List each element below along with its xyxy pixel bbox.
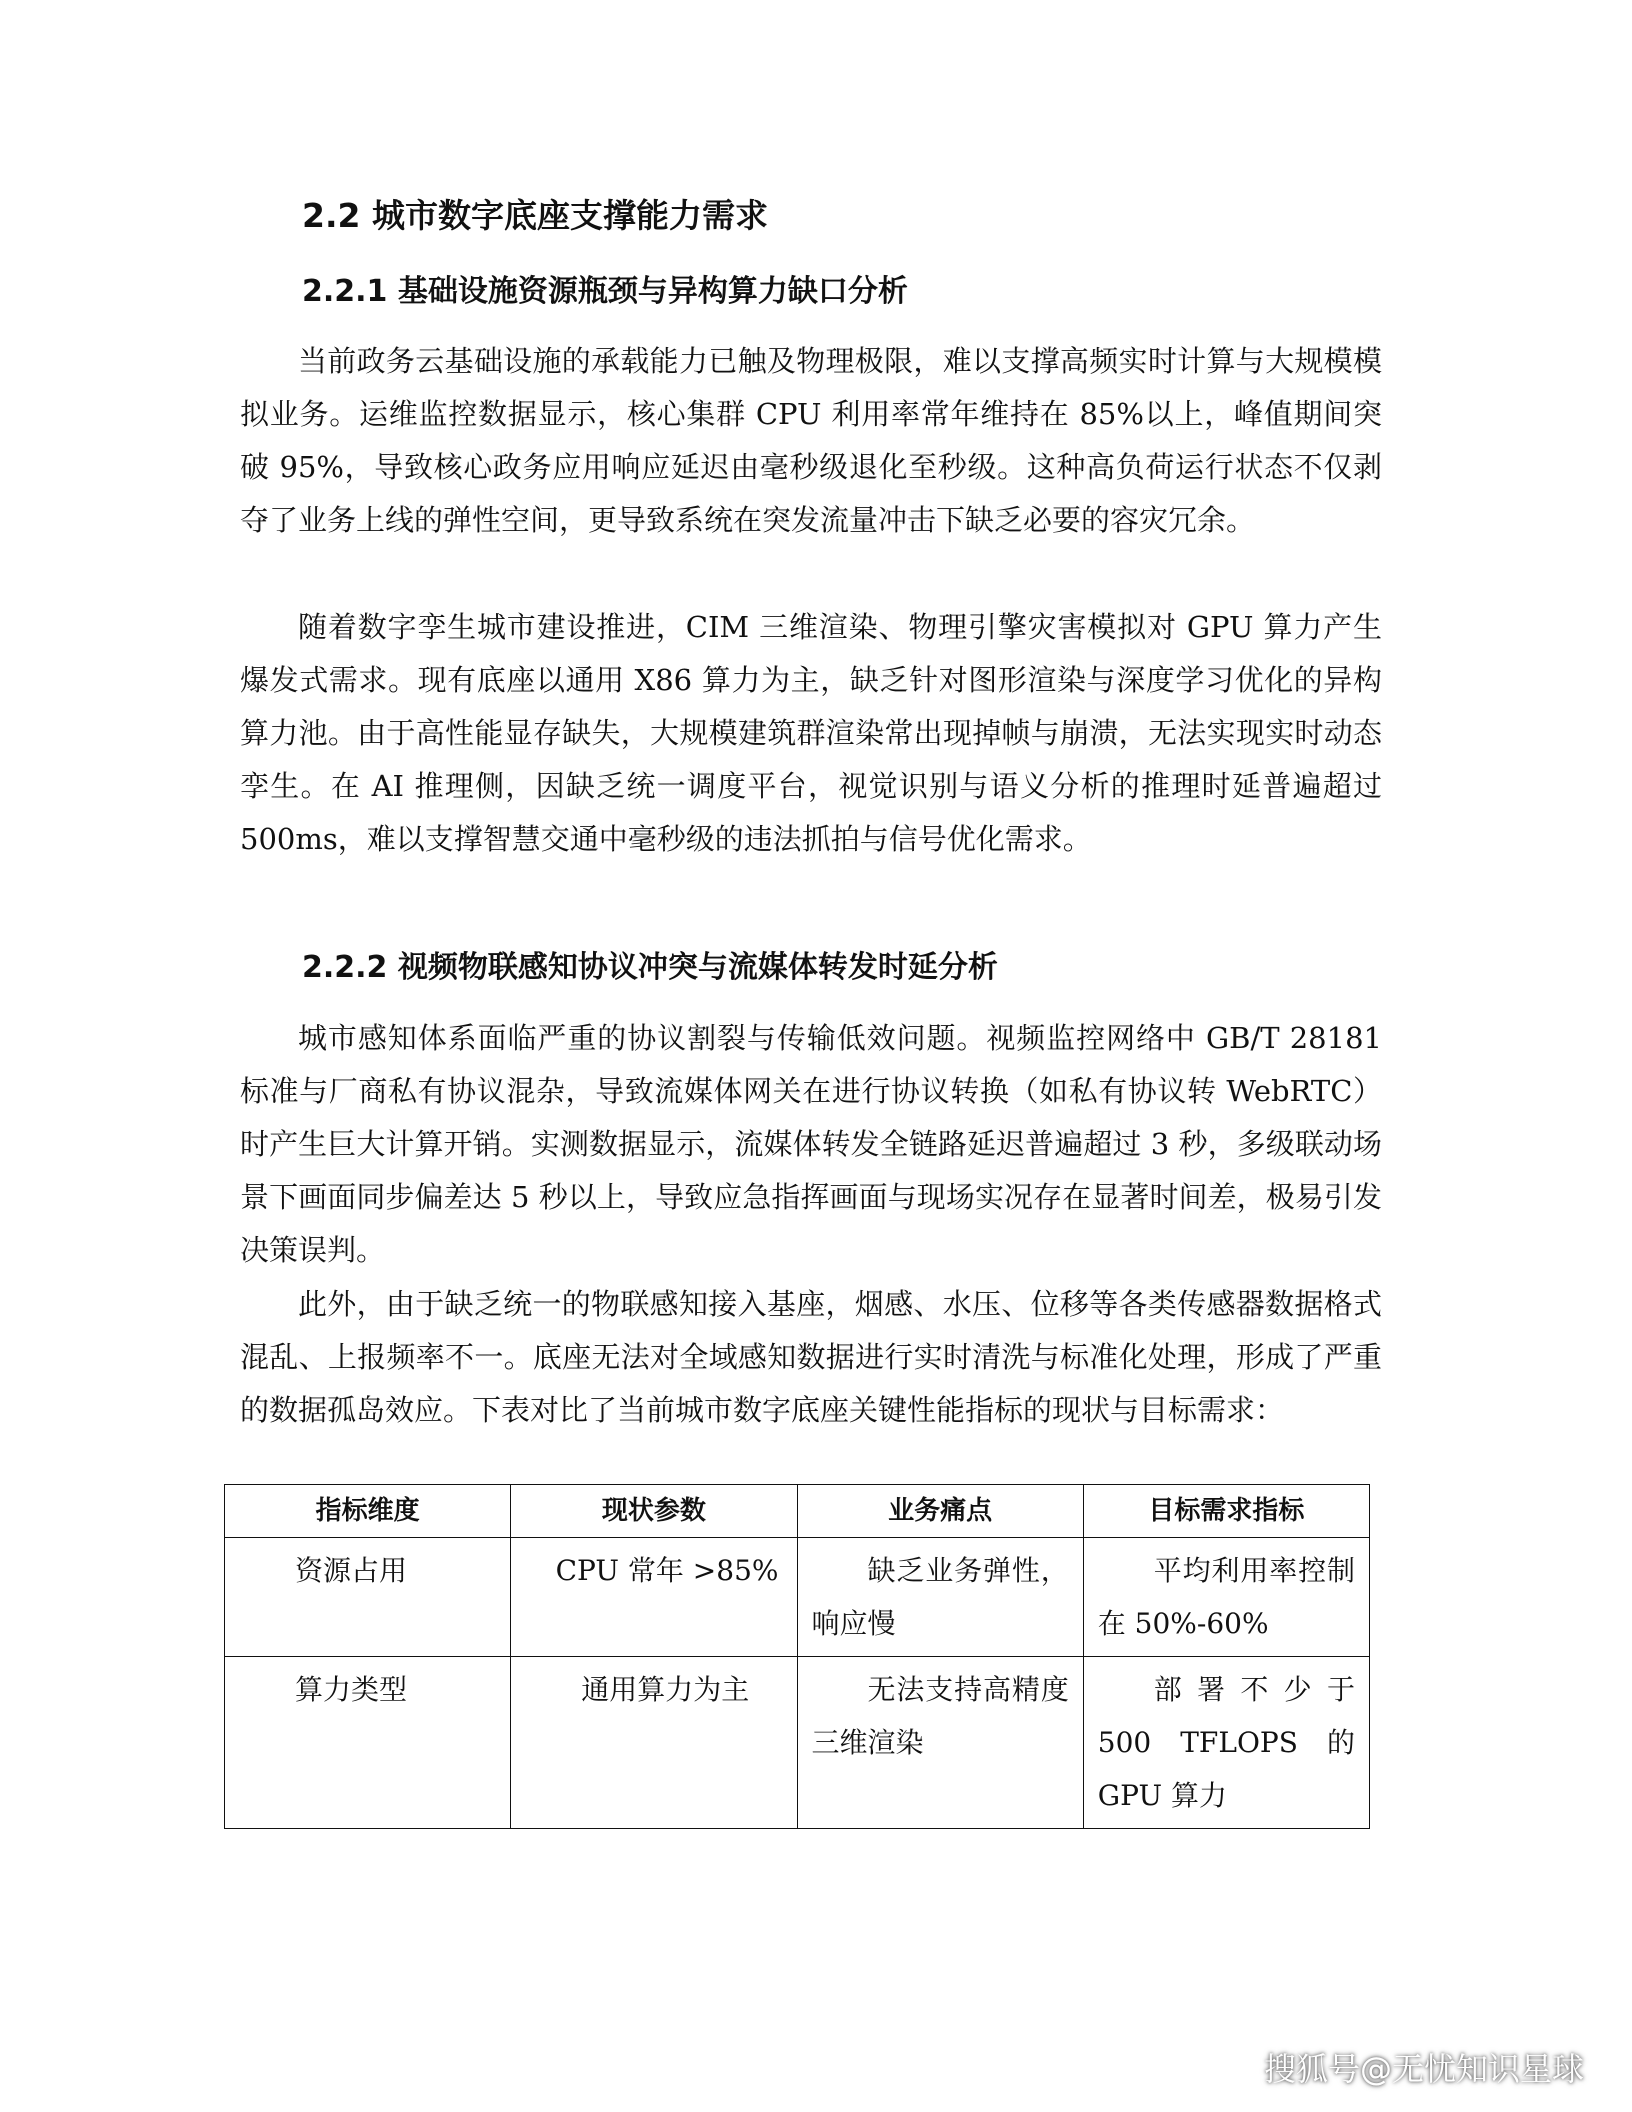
table-cell: CPU 常年 >85% bbox=[511, 1538, 797, 1657]
paragraph-cloud-capacity: 当前政务云基础设施的承载能力已触及物理极限，难以支撑高频实时计算与大规模模拟业务。运维监控数据显示，核心集群 CPU 利用率常年维持在 85%以上，峰值期间突破 95%，导致核心政务应用响应延迟由毫秒级退化至秒级。这种高负荷运行状态不仅剥夺了业务上线的弹性空间，更导致系统在突发流量冲击下缺乏必要的容灾冗余。 bbox=[240, 344, 1382, 537]
table-cell: 算力类型 bbox=[225, 1657, 511, 1829]
table-cell: 缺乏业务弹性，响应慢 bbox=[797, 1538, 1083, 1657]
subsection-heading-video-iot: 2.2.2 视频物联感知协议冲突与流媒体转发时延分析 bbox=[302, 950, 998, 985]
table-row bbox=[225, 1538, 1370, 1657]
subsection-heading-infrastructure: 2.2.1 基础设施资源瓶颈与异构算力缺口分析 bbox=[302, 274, 908, 309]
table-cell: 资源占用 bbox=[225, 1538, 511, 1657]
table-header-target: 目标需求指标 bbox=[1083, 1485, 1369, 1538]
section-heading: 2.2 城市数字底座支撑能力需求 bbox=[302, 196, 768, 235]
table-header-pain-point: 业务痛点 bbox=[797, 1485, 1083, 1538]
watermark: 搜狐号@无忧知识星球 bbox=[1263, 2050, 1584, 2088]
table-cell: 无法支持高精度三维渲染 bbox=[797, 1657, 1083, 1829]
paragraph-protocol-latency: 城市感知体系面临严重的协议割裂与传输低效问题。视频监控网络中 GB/T 28181 标准与厂商私有协议混杂，导致流媒体网关在进行协议转换（如私有协议转 WebRTC）时产生巨大计算开销。实测数据显示，流媒体转发全链路延迟普遍超过 3 秒，多级联动场景下画面同步偏差达 5 秒以上，导致应急指挥画面与现场实况存在显著时间差，极易引发决策误判。 bbox=[240, 1021, 1382, 1267]
metrics-comparison-table bbox=[224, 1484, 1370, 1829]
table-header-dimension: 指标维度 bbox=[225, 1485, 511, 1538]
table-cell: 部署不少于 500 TFLOPS 的 GPU 算力 bbox=[1083, 1657, 1369, 1829]
paragraph-iot-data-silo: 此外，由于缺乏统一的物联感知接入基座，烟感、水压、位移等各类传感器数据格式混乱、上报频率不一。底座无法对全域感知数据进行实时清洗与标准化处理，形成了严重的数据孤岛效应。下表对比了当前城市数字底座关键性能指标的现状与目标需求： bbox=[240, 1287, 1382, 1427]
paragraph-gpu-demand: 随着数字孪生城市建设推进，CIM 三维渲染、物理引擎灾害模拟对 GPU 算力产生爆发式需求。现有底座以通用 X86 算力为主，缺乏针对图形渲染与深度学习优化的异构算力池。由于高性能显存缺失，大规模建筑群渲染常出现掉帧与崩溃，无法实现实时动态孪生。在 AI 推理侧，因缺乏统一调度平台，视觉识别与语义分析的推理时延普遍超过 500ms，难以支撑智慧交通中毫秒级的违法抓拍与信号优化需求。 bbox=[240, 610, 1382, 856]
table-cell: 平均利用率控制在 50%-60% bbox=[1083, 1538, 1369, 1657]
table-row bbox=[225, 1657, 1370, 1829]
table-header-row bbox=[225, 1485, 1370, 1538]
table-cell: 通用算力为主 bbox=[511, 1657, 797, 1829]
table-header-current: 现状参数 bbox=[511, 1485, 797, 1538]
